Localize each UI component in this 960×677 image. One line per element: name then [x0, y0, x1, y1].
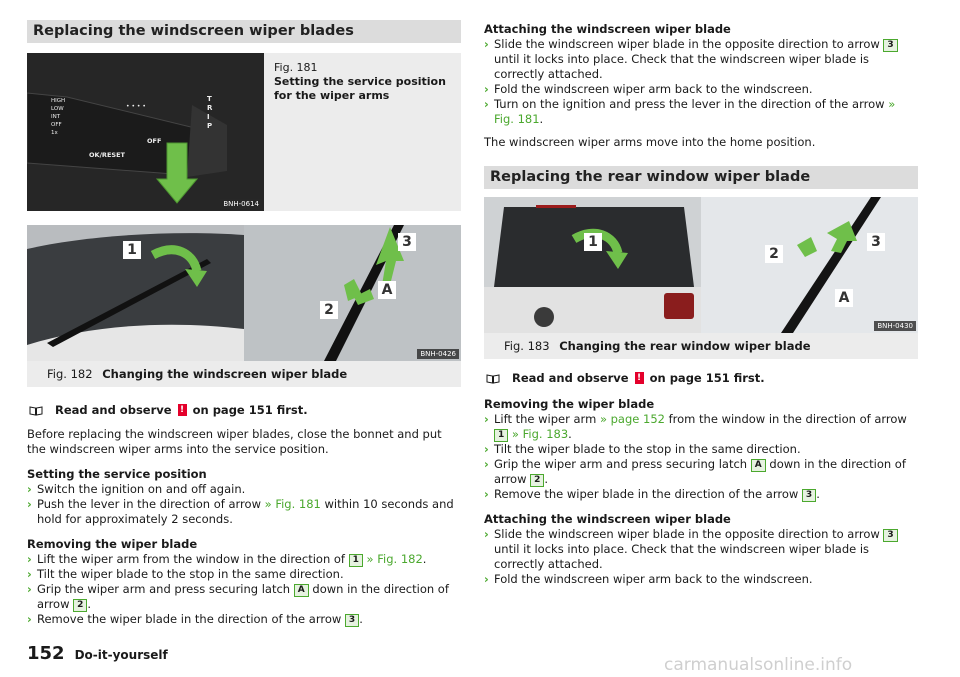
photo-code: BNH-0430 [874, 321, 916, 331]
figure-183-caption [484, 333, 918, 359]
list-item-text: within 10 seconds and hold for approximately 2 seconds. [37, 497, 454, 526]
chevron-right-icon: › [484, 527, 489, 541]
list-item-text: Remove the wiper blade in the direction of the arrow [494, 487, 799, 501]
lever-okreset-label: OK/RESET [89, 151, 125, 159]
chevron-right-icon: › [27, 482, 32, 496]
list-item-text: Remove the wiper blade in the direction of the arrow [37, 612, 342, 626]
list-item-text: Lift the wiper arm [494, 412, 597, 426]
callout-tag: 2 [530, 474, 544, 487]
chevron-right-icon: › [27, 497, 32, 511]
warning-icon: ! [635, 372, 644, 384]
list-item [484, 572, 918, 587]
figure-link[interactable]: » Fig. 183 [511, 427, 569, 441]
footer-section: Do-it-yourself [74, 648, 168, 662]
photo-code: BNH-0426 [417, 349, 459, 359]
trip-label [207, 95, 212, 131]
chevron-right-icon: › [484, 412, 489, 426]
list-item-text: down in the direction of arrow [37, 582, 449, 611]
rear-window-photo-1 [484, 197, 701, 333]
list-item [27, 497, 461, 527]
rear-window-illustration-1 [484, 197, 701, 333]
callout-1: 1 [584, 233, 602, 251]
chevron-right-icon: › [484, 487, 489, 501]
chevron-right-icon: › [484, 82, 489, 96]
list-item-text: . [422, 552, 427, 566]
list-item-text: Tilt the wiper blade to the stop in the same direction. [37, 567, 344, 581]
list-item-text: . [568, 427, 572, 441]
figure-number: Fig. 181 [274, 61, 318, 74]
list-item [484, 527, 918, 572]
list-item [27, 612, 461, 627]
figure-182-caption [27, 361, 461, 387]
removing-heading: Removing the wiper blade [27, 537, 198, 551]
section-title-windscreen: Replacing the windscreen wiper blades [27, 20, 461, 43]
trip-letter-i: I [207, 113, 210, 121]
figure-title: Setting the service position for the wiper arms [274, 75, 446, 102]
lever-label-low: LOW [51, 106, 64, 112]
chevron-right-icon: › [484, 457, 489, 471]
service-heading: Setting the service position [27, 467, 207, 481]
callout-tag: A [294, 584, 309, 597]
page-number: 152 [27, 643, 65, 664]
list-item-text: Turn on the ignition and press the lever in the direction of the arrow [494, 97, 885, 111]
figure-181 [27, 53, 461, 211]
callout-1: 1 [123, 241, 141, 259]
list-item-text: down in the direction of arrow [494, 457, 906, 486]
figure-title: Changing the windscreen wiper blade [102, 367, 348, 381]
read-observe-text: Read and observe [55, 403, 172, 417]
list-item-text: . [544, 472, 549, 486]
rear-window-illustration-2 [701, 197, 918, 333]
list-item [484, 487, 918, 502]
book-icon [486, 373, 500, 384]
home-position-note: The windscreen wiper arms move into the home position. [484, 135, 816, 149]
windscreen-photo-2 [244, 225, 461, 361]
chevron-right-icon: › [484, 37, 489, 51]
read-and-observe [484, 371, 918, 385]
callout-3: 3 [398, 233, 416, 251]
list-item [27, 582, 461, 612]
figure-number: Fig. 182 [47, 367, 93, 381]
list-item-text: Grip the wiper arm and press securing latch [494, 457, 748, 471]
figure-link[interactable]: » Fig. 182 [366, 552, 423, 566]
read-observe-page-link[interactable]: on page 151 first. [649, 371, 765, 385]
callout-tag: 3 [802, 489, 816, 502]
list-item [484, 82, 918, 97]
windscreen-illustration-2 [244, 225, 461, 361]
callout-tag: 3 [883, 39, 897, 52]
trip-letter-p: P [207, 122, 213, 130]
callout-tag: 1 [349, 554, 363, 567]
left-column [27, 20, 461, 627]
chevron-right-icon: › [27, 567, 32, 581]
attaching-heading: Attaching the windscreen wiper blade [484, 22, 731, 36]
intro-paragraph: Before replacing the windscreen wiper blades, close the bonnet and put the windscreen wiper arms into the service position. [27, 427, 442, 456]
read-observe-text: Read and observe [512, 371, 629, 385]
list-item-text: . [816, 487, 820, 501]
callout-3: 3 [867, 233, 885, 251]
callout-tag: 3 [345, 614, 359, 627]
windscreen-photo-1 [27, 225, 244, 361]
callout-tag: 3 [883, 529, 897, 542]
callout-tag: 2 [73, 599, 87, 612]
lever-photo [27, 53, 264, 211]
figure-link[interactable]: » Fig. 181 [264, 497, 321, 511]
read-observe-page-link[interactable]: on page 151 first. [192, 403, 308, 417]
figure-183-photos [484, 197, 918, 333]
list-item [27, 567, 461, 582]
list-item-text: Switch the ignition on and off again. [37, 482, 246, 496]
list-item-text: Lift the wiper arm from the window in the direction of [37, 552, 345, 566]
list-item-text: Tilt the wiper blade to the stop in the same direction. [494, 442, 801, 456]
list-item [484, 97, 918, 127]
list-item-text: . [539, 112, 544, 126]
callout-2: 2 [320, 301, 338, 319]
list-item [27, 482, 461, 497]
list-item [484, 37, 918, 82]
figure-title: Changing the rear window wiper blade [559, 339, 811, 353]
list-item [484, 412, 918, 442]
lever-label-off: OFF [51, 122, 62, 128]
removing-heading: Removing the wiper blade [484, 397, 655, 411]
read-and-observe [27, 403, 461, 417]
list-item-text: Grip the wiper arm and press securing latch [37, 582, 291, 596]
callout-tag: 1 [494, 429, 508, 442]
callout-latch-a: A [378, 281, 396, 299]
figure-182-photos [27, 225, 461, 361]
chevron-right-icon: › [484, 442, 489, 456]
book-icon [29, 405, 43, 416]
right-column [484, 20, 918, 587]
list-item-text: Fold the windscreen wiper arm back to the windscreen. [494, 82, 813, 96]
list-item-text: from the window in the direction of arrow [668, 412, 907, 426]
list-item-text: until it locks into place. Check that the windscreen wiper blade is correctly attached. [494, 542, 870, 571]
lever-off-label: OFF [147, 137, 162, 145]
warning-icon: ! [178, 404, 187, 416]
page-footer [27, 643, 168, 664]
list-item-text: Slide the windscreen wiper blade in the opposite direction to arrow [494, 527, 880, 541]
list-item [27, 552, 461, 567]
lever-label-high: HIGH [51, 98, 66, 104]
callout-2: 2 [765, 245, 783, 263]
chevron-right-icon: › [27, 582, 32, 596]
list-item-text: Fold the windscreen wiper arm back to the windscreen. [494, 572, 813, 586]
list-item-text: until it locks into place. Check that the windscreen wiper blade is correctly attached. [494, 52, 870, 81]
lever-label-int: INT [51, 114, 61, 120]
figure-link[interactable]: » Fig. 181 [494, 97, 896, 126]
lever-dots: • • • • [126, 103, 146, 110]
list-item-text: . [87, 597, 92, 611]
figure-number: Fig. 183 [504, 339, 550, 353]
attaching-heading: Attaching the windscreen wiper blade [484, 512, 731, 526]
chevron-right-icon: › [27, 612, 32, 626]
callout-tag: A [751, 459, 766, 472]
list-item-text: . [359, 612, 363, 626]
photo-code: BNH-0614 [220, 199, 262, 209]
chevron-right-icon: › [484, 97, 489, 111]
callout-latch-a: A [835, 289, 853, 307]
page-link[interactable]: » page 152 [599, 412, 665, 426]
watermark: carmanualsonline.info [664, 655, 853, 675]
trip-letter-r: R [207, 104, 213, 112]
section-title-rear: Replacing the rear window wiper blade [484, 166, 918, 189]
list-item-text: Push the lever in the direction of arrow [37, 497, 261, 511]
rear-window-photo-2 [701, 197, 918, 333]
trip-letter-t: T [207, 95, 212, 103]
chevron-right-icon: › [27, 552, 32, 566]
list-item [484, 457, 918, 487]
lever-label-once: 1x [51, 130, 58, 136]
list-item [484, 442, 918, 457]
lever-mode-labels [51, 97, 65, 137]
list-item-text: Slide the windscreen wiper blade in the opposite direction to arrow [494, 37, 880, 51]
chevron-right-icon: › [484, 572, 489, 586]
figure-181-caption [264, 53, 461, 211]
